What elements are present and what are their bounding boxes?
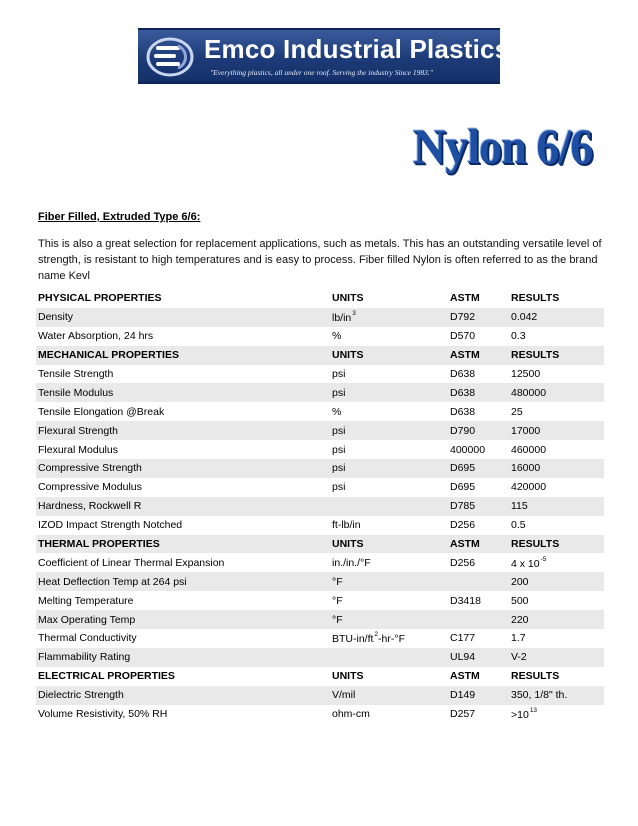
- units-cell: psi: [330, 383, 448, 402]
- table-row: [36, 686, 604, 705]
- property-cell: Compressive Modulus: [36, 478, 330, 497]
- section-title-cell: THERMAL PROPERTIES: [36, 535, 330, 554]
- result-cell: 12500: [509, 365, 604, 384]
- property-cell: Max Operating Temp: [36, 610, 330, 629]
- units-cell: UNITS: [330, 346, 448, 365]
- result-cell: 480000: [509, 383, 604, 402]
- properties-table-body: [36, 289, 604, 723]
- result-cell: 115: [509, 497, 604, 516]
- astm-cell: D3418: [448, 591, 509, 610]
- units-cell: BTU-$in/ft^2-hr-^\circ F$: [330, 629, 448, 648]
- result-cell: RESULTS: [509, 667, 604, 686]
- company-emblem-icon: [144, 34, 196, 80]
- table-row: [36, 572, 604, 591]
- property-cell: Tensile Elongation @Break: [36, 402, 330, 421]
- units-cell: °F: [330, 591, 448, 610]
- table-row: [36, 516, 604, 535]
- result-cell: $>10^{13}$: [509, 705, 604, 724]
- astm-cell: 400000: [448, 440, 509, 459]
- superscript: 13: [529, 707, 538, 715]
- units-cell: V/mil: [330, 686, 448, 705]
- units-cell: ft-lb/in: [330, 516, 448, 535]
- units-cell: %: [330, 402, 448, 421]
- result-cell: 4 x $10^{-5}$: [509, 553, 604, 572]
- table-row: [36, 402, 604, 421]
- units-cell: °F: [330, 610, 448, 629]
- table-row: [36, 648, 604, 667]
- astm-cell: D638: [448, 402, 509, 421]
- units-cell: [330, 497, 448, 516]
- property-cell: Flexural Modulus: [36, 440, 330, 459]
- property-cell: Dielectric Strength: [36, 686, 330, 705]
- property-cell: Density: [36, 308, 330, 327]
- units-cell: psi: [330, 365, 448, 384]
- astm-cell: ASTM: [448, 346, 509, 365]
- superscript: -5: [540, 555, 547, 563]
- table-section-header-row: [36, 289, 604, 308]
- units-cell: in./in./°F: [330, 553, 448, 572]
- section-title-cell: ELECTRICAL PROPERTIES: [36, 667, 330, 686]
- result-cell: RESULTS: [509, 346, 604, 365]
- units-cell: psi: [330, 478, 448, 497]
- astm-cell: ASTM: [448, 535, 509, 554]
- result-cell: RESULTS: [509, 535, 604, 554]
- result-cell: 25: [509, 402, 604, 421]
- astm-cell: D638: [448, 383, 509, 402]
- table-row: [36, 629, 604, 648]
- astm-cell: UL94: [448, 648, 509, 667]
- units-cell: UNITS: [330, 289, 448, 308]
- astm-cell: C177: [448, 629, 509, 648]
- result-cell: 1.7: [509, 629, 604, 648]
- table-row: [36, 365, 604, 384]
- table-row: [36, 308, 604, 327]
- result-cell: 16000: [509, 459, 604, 478]
- astm-cell: [448, 610, 509, 629]
- superscript: 2: [374, 631, 379, 639]
- table-row: [36, 610, 604, 629]
- astm-cell: D695: [448, 478, 509, 497]
- units-cell: $lb/in^3$: [330, 308, 448, 327]
- section-title-cell: MECHANICAL PROPERTIES: [36, 346, 330, 365]
- table-row: [36, 327, 604, 346]
- property-cell: Flexural Strength: [36, 421, 330, 440]
- result-cell: 350, 1/8" th.: [509, 686, 604, 705]
- company-name: Emco Industrial Plastics, Inc.: [204, 34, 570, 64]
- property-cell: Thermal Conductivity: [36, 629, 330, 648]
- units-cell: psi: [330, 421, 448, 440]
- property-cell: Hardness, Rockwell R: [36, 497, 330, 516]
- section-heading: Fiber Filled, Extruded Type 6/6:: [38, 211, 201, 223]
- table-row: [36, 440, 604, 459]
- result-cell: 0.3: [509, 327, 604, 346]
- astm-cell: D256: [448, 553, 509, 572]
- result-cell: 200: [509, 572, 604, 591]
- astm-cell: ASTM: [448, 289, 509, 308]
- result-cell: 460000: [509, 440, 604, 459]
- result-cell: 0.042: [509, 308, 604, 327]
- table-section-header-row: [36, 535, 604, 554]
- company-logo-banner: [138, 28, 570, 84]
- table-row: [36, 459, 604, 478]
- units-cell: °F: [330, 572, 448, 591]
- property-cell: Flammability Rating: [36, 648, 330, 667]
- result-cell: 220: [509, 610, 604, 629]
- astm-cell: D785: [448, 497, 509, 516]
- properties-table: [36, 289, 604, 723]
- units-cell: %: [330, 327, 448, 346]
- property-cell: Water Absorption, 24 hrs: [36, 327, 330, 346]
- property-cell: Heat Deflection Temp at 264 psi: [36, 572, 330, 591]
- units-cell: ohm-cm: [330, 705, 448, 724]
- units-cell: psi: [330, 459, 448, 478]
- units-cell: UNITS: [330, 667, 448, 686]
- astm-cell: D256: [448, 516, 509, 535]
- company-tagline: "Everything plastics, all under one roof. Serving the industry Since 1983.": [210, 68, 433, 77]
- product-description: This is also a great selection for replacement applications, such as metals. This has an outstanding versatile level of strength, is resistant to high temperatures and is easy to process. Fiber filled Nylon is often referred to as the brand name Kevl: [38, 238, 602, 282]
- astm-cell: ASTM: [448, 667, 509, 686]
- table-section-header-row: [36, 667, 604, 686]
- table-row: [36, 383, 604, 402]
- table-row: [36, 497, 604, 516]
- result-cell: RESULTS: [509, 289, 604, 308]
- product-title: Nylon 6/6: [413, 118, 593, 174]
- property-cell: Coefficient of Linear Thermal Expansion: [36, 553, 330, 572]
- astm-cell: D792: [448, 308, 509, 327]
- table-row: [36, 553, 604, 572]
- astm-cell: [448, 572, 509, 591]
- table-row: [36, 591, 604, 610]
- result-cell: V-2: [509, 648, 604, 667]
- result-cell: 0.5: [509, 516, 604, 535]
- result-cell: 17000: [509, 421, 604, 440]
- astm-cell: D149: [448, 686, 509, 705]
- property-cell: Tensile Modulus: [36, 383, 330, 402]
- table-row: [36, 478, 604, 497]
- property-cell: IZOD Impact Strength Notched: [36, 516, 330, 535]
- table-row: [36, 705, 604, 724]
- property-cell: Volume Resistivity, 50% RH: [36, 705, 330, 724]
- astm-cell: D695: [448, 459, 509, 478]
- astm-cell: D790: [448, 421, 509, 440]
- superscript: 3: [352, 310, 356, 318]
- table-section-header-row: [36, 346, 604, 365]
- result-cell: 420000: [509, 478, 604, 497]
- section-title-cell: PHYSICAL PROPERTIES: [36, 289, 330, 308]
- units-cell: UNITS: [330, 535, 448, 554]
- property-cell: Melting Temperature: [36, 591, 330, 610]
- product-title-graphic: [405, 117, 601, 177]
- astm-cell: D257: [448, 705, 509, 724]
- property-cell: Tensile Strength: [36, 365, 330, 384]
- units-cell: [330, 648, 448, 667]
- astm-cell: D570: [448, 327, 509, 346]
- result-cell: 500: [509, 591, 604, 610]
- table-row: [36, 421, 604, 440]
- property-cell: Compressive Strength: [36, 459, 330, 478]
- astm-cell: D638: [448, 365, 509, 384]
- units-cell: psi: [330, 440, 448, 459]
